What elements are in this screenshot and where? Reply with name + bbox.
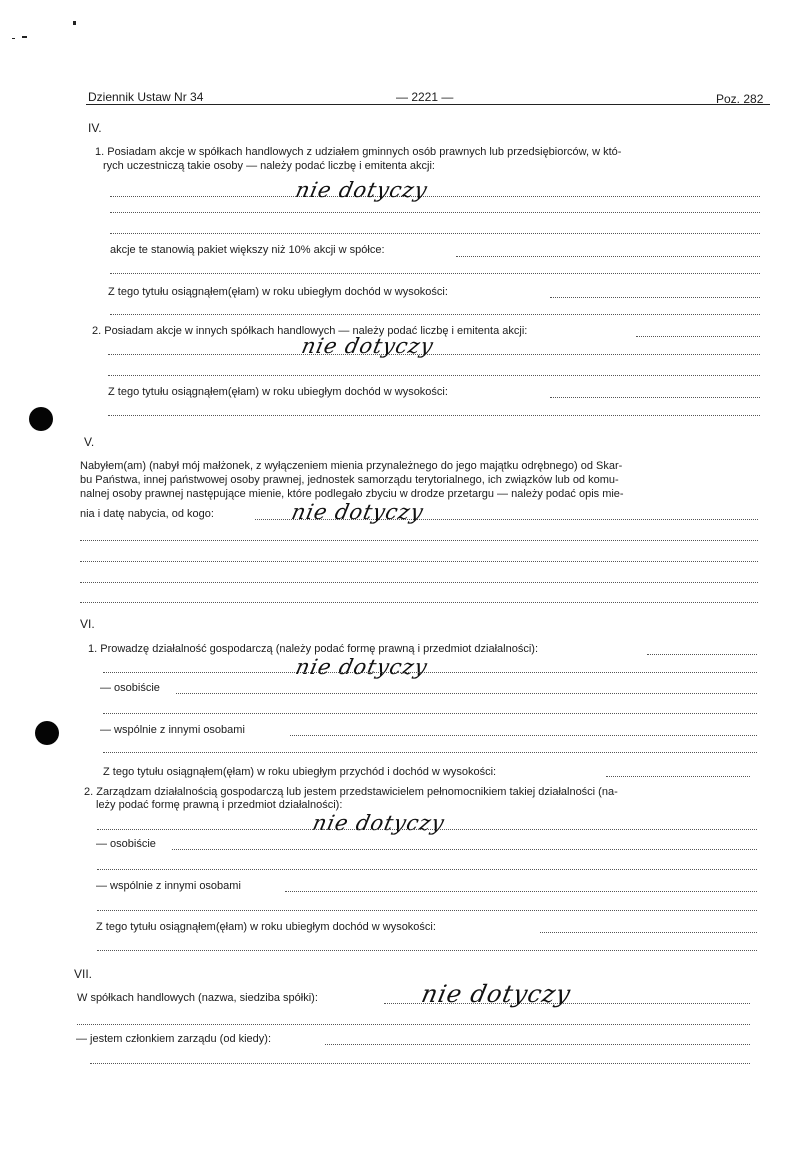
answer-line	[285, 891, 757, 892]
section-iv-heading: IV.	[88, 121, 102, 135]
answer-line	[108, 375, 760, 376]
answer-line	[97, 910, 757, 911]
answer-line	[77, 1024, 750, 1025]
answer-line	[108, 415, 760, 416]
punch-hole	[29, 407, 53, 431]
section-vii-heading: VII.	[74, 967, 93, 981]
section-vii-company-label: W spółkach handlowych (nazwa, siedziba spółki):	[77, 992, 318, 1004]
answer-line	[90, 1063, 750, 1064]
section-vi-heading: VI.	[80, 617, 95, 631]
answer-line	[550, 397, 760, 398]
section-iv-income-label-2: Z tego tytułu osiągnąłem(ęłam) w roku ubiegłym dochód w wysokości:	[108, 386, 448, 398]
section-vi-joint-label-2: — wspólnie z innymi osobami	[96, 880, 241, 892]
section-vi-income-label-2: Z tego tytułu osiągnąłem(ęłam) w roku ubiegłym dochód w wysokości:	[96, 921, 436, 933]
answer-line	[110, 273, 760, 274]
answer-line	[110, 212, 760, 213]
answer-line	[110, 314, 760, 315]
answer-line	[97, 869, 757, 870]
answer-line	[636, 336, 760, 337]
handwritten-answer: nie dotyczy	[293, 178, 430, 202]
punch-hole	[35, 721, 59, 745]
section-iv-item1-text: 1. Posiadam akcje w spółkach handlowych z udziałem gminnych osób prawnych lub przedsiębiorców, w któ-	[95, 146, 622, 158]
section-vi-joint-label: — wspólnie z innymi osobami	[100, 724, 245, 736]
header-rule	[86, 104, 770, 105]
section-vi-item2-text: leży podać formę prawną i przedmiot działalności):	[96, 799, 343, 811]
answer-line	[647, 654, 757, 655]
section-iv-item2-text: 2. Posiadam akcje w innych spółkach handlowych — należy podać liczbę i emitenta akcji:	[92, 325, 528, 337]
answer-line	[540, 932, 757, 933]
scan-speck	[22, 36, 27, 38]
scan-speck	[73, 21, 76, 25]
section-iv-item1-text: rych uczestniczą takie osoby — należy podać liczbę i emitenta akcji:	[103, 160, 435, 172]
section-iv-income-label: Z tego tytułu osiągnąłem(ęłam) w roku ubiegłym dochód w wysokości:	[108, 286, 448, 298]
handwritten-answer: nie dotyczy	[419, 980, 574, 1008]
section-vi-income-label: Z tego tytułu osiągnąłem(ęłam) w roku ubiegłym przychód i dochód w wysokości:	[103, 766, 497, 778]
answer-line	[80, 582, 758, 583]
answer-line	[103, 752, 757, 753]
section-v-text: nia i datę nabycia, od kogo:	[80, 508, 214, 520]
answer-line	[97, 829, 757, 830]
section-vi-item1-text: 1. Prowadzę działalność gospodarczą (należy podać formę prawną i przedmiot działalności):	[88, 643, 539, 655]
answer-line	[176, 693, 757, 694]
answer-line	[110, 233, 760, 234]
answer-line	[80, 561, 758, 562]
scan-speck	[12, 38, 15, 39]
journal-title: Dziennik Ustaw Nr 34	[88, 90, 204, 104]
answer-line	[97, 950, 757, 951]
section-vi-personal-label-2: — osobiście	[96, 838, 156, 850]
answer-line	[290, 735, 757, 736]
answer-line	[325, 1044, 750, 1045]
handwritten-answer: nie dotyczy	[289, 500, 426, 524]
answer-line	[606, 776, 750, 777]
handwritten-answer: nie dotyczy	[293, 655, 430, 679]
position-number: Poz. 282	[716, 92, 764, 106]
answer-line	[103, 672, 757, 673]
section-v-text: Nabyłem(am) (nabył mój małżonek, z wyłączeniem mienia przynależnego do jego majątku odrębnego) od Skar-	[80, 460, 623, 472]
handwritten-answer: nie dotyczy	[299, 334, 436, 358]
page-number: — 2221 —	[396, 90, 454, 104]
section-v-text: nalnej osoby prawnej następujące mienie, które podlegało zbyciu w drodze przetargu — należy podać opis mie-	[80, 488, 624, 500]
answer-line	[80, 602, 758, 603]
handwritten-answer: nie dotyczy	[310, 811, 447, 835]
section-v-text: bu Państwa, innej państwowej osoby prawnej, jednostek samorządu terytorialnego, ich związków lub od komu-	[80, 474, 619, 486]
answer-line	[550, 297, 760, 298]
answer-line	[80, 540, 758, 541]
answer-line	[103, 713, 757, 714]
answer-line	[172, 849, 757, 850]
answer-line	[456, 256, 760, 257]
section-iv-packet-label: akcje te stanowią pakiet większy niż 10% akcji w spółce:	[110, 244, 385, 256]
answer-line	[110, 196, 760, 197]
section-vi-item2-text: 2. Zarządzam działalnością gospodarczą lub jestem przedstawicielem pełnomocnikiem takiej działalności (na-	[84, 786, 618, 798]
section-vii-board-label: — jestem członkiem zarządu (od kiedy):	[76, 1033, 272, 1045]
section-v-heading: V.	[84, 435, 95, 449]
answer-line	[108, 354, 760, 355]
section-vi-personal-label: — osobiście	[100, 682, 160, 694]
